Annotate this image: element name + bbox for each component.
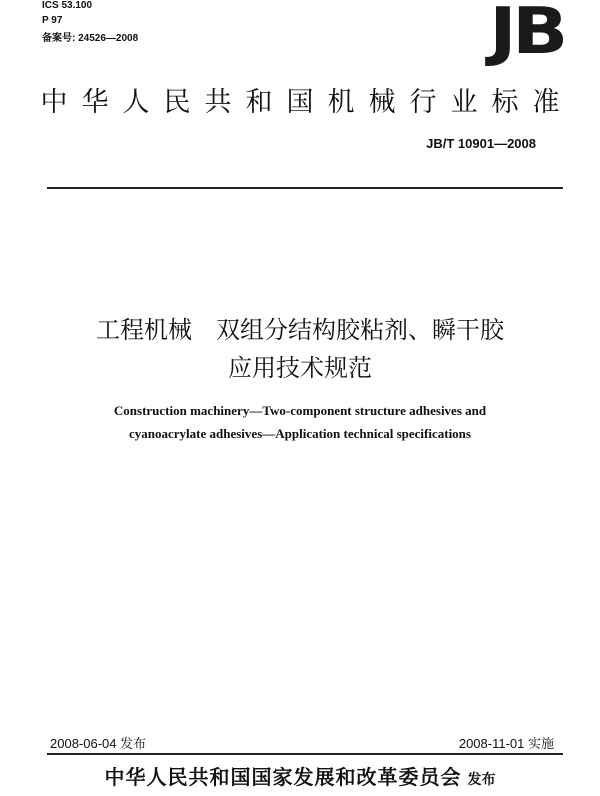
issuer-name: 中华人民共和国国家发展和改革委员会 bbox=[104, 765, 462, 789]
record-number: 备案号: 24526—2008 bbox=[42, 33, 139, 44]
issuer-line bbox=[0, 764, 600, 793]
top-divider bbox=[47, 187, 563, 189]
bottom-divider bbox=[47, 753, 563, 755]
issuer-action: 发布 bbox=[467, 772, 496, 788]
publish-date: 2008-06-04 发布 bbox=[50, 736, 147, 751]
english-title-line1: Construction machinery—Two-component structure adhesives and bbox=[113, 403, 487, 418]
organization-heading: 中华人民共和国机械行业标准 bbox=[40, 87, 574, 118]
chinese-title-line1: 工程机械 双组分结构胶粘剂、瞬干胶 bbox=[96, 316, 504, 344]
implement-date: 2008-11-01 实施 bbox=[458, 736, 554, 751]
english-title-line2: cyanoacrylate adhesives—Application technical specifications bbox=[129, 426, 471, 441]
classification-code: P 97 bbox=[42, 15, 63, 26]
jb-logo: JB bbox=[489, 0, 564, 69]
ics-code: ICS 53.100 bbox=[42, 0, 93, 11]
chinese-title-line2: 应用技术规范 bbox=[228, 354, 372, 382]
standard-number: JB/T 10901—2008 bbox=[426, 136, 536, 151]
